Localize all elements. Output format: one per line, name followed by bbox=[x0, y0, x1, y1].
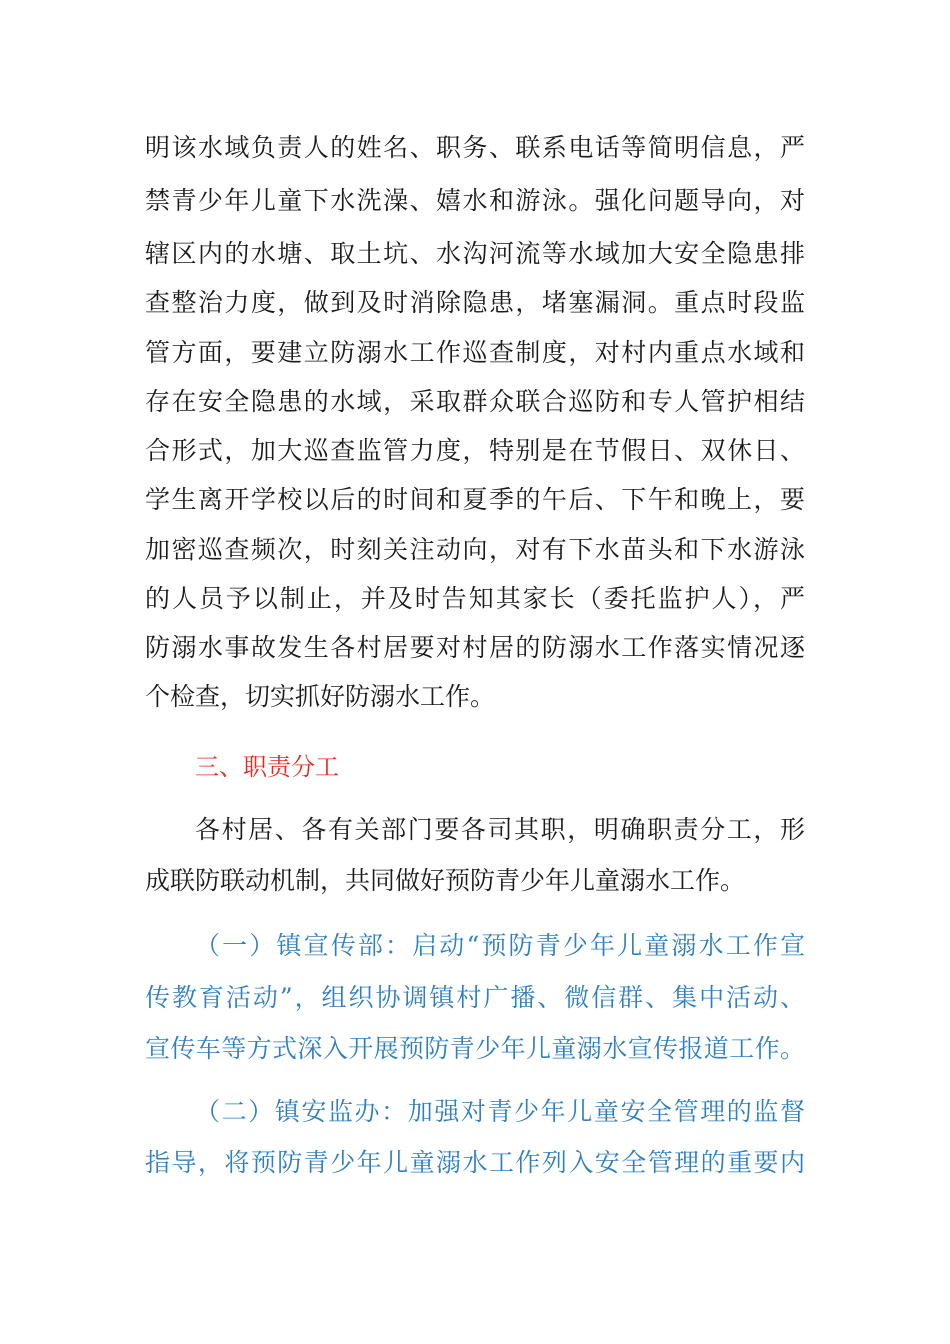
paragraph-2-line-1: 各村居、各有关部门要各司其职，明确职责分工，形 bbox=[195, 815, 805, 844]
paragraph-1-line-11: 防溺水事故发生各村居要对村居的防溺水工作落实情况逐 bbox=[145, 633, 805, 662]
paragraph-1-line-2: 禁青少年儿童下水洗澡、嬉水和游泳。强化问题导向，对 bbox=[145, 186, 805, 215]
paragraph-3-line-3: 宣传车等方式深入开展预防青少年儿童溺水宣传报道工作。 bbox=[145, 1034, 805, 1063]
section-heading: 三、职责分工 bbox=[195, 753, 339, 781]
paragraph-1-line-3: 辖区内的水塘、取土坑、水沟河流等水域加大安全隐患排 bbox=[145, 239, 805, 268]
paragraph-1-line-9: 加密巡查频次，时刻关注动向，对有下水苗头和下水游泳 bbox=[145, 535, 805, 564]
paragraph-1-line-6: 存在安全隐患的水域，采取群众联合巡防和专人管护相结 bbox=[145, 387, 805, 416]
paragraph-1-line-5: 管方面，要建立防溺水工作巡查制度，对村内重点水域和 bbox=[145, 338, 805, 367]
paragraph-4-line-2: 指导，将预防青少年儿童溺水工作列入安全管理的重要内 bbox=[145, 1148, 805, 1177]
paragraph-1-line-7: 合形式，加大巡查监管力度，特别是在节假日、双休日、 bbox=[145, 436, 805, 465]
paragraph-4-line-1: （二）镇安监办：加强对青少年儿童安全管理的监督 bbox=[195, 1097, 805, 1126]
paragraph-2-line-2: 成联防联动机制，共同做好预防青少年儿童溺水工作。 bbox=[145, 866, 746, 895]
paragraph-3-line-2: 传教育活动”，组织协调镇村广播、微信群、集中活动、 bbox=[145, 983, 805, 1012]
paragraph-1-line-12: 个检查，切实抓好防溺水工作。 bbox=[145, 682, 496, 711]
paragraph-1-line-1: 明该水域负责人的姓名、职务、联系电话等简明信息，严 bbox=[145, 133, 805, 162]
paragraph-1-line-4: 查整治力度，做到及时消除隐患，堵塞漏洞。重点时段监 bbox=[145, 288, 805, 317]
paragraph-1-line-8: 学生离开学校以后的时间和夏季的午后、下午和晚上，要 bbox=[145, 485, 805, 514]
paragraph-1-line-10: 的人员予以制止，并及时告知其家长（委托监护人），严 bbox=[145, 584, 805, 613]
paragraph-3-line-1: （一）镇宣传部：启动“预防青少年儿童溺水工作宣 bbox=[195, 931, 805, 960]
